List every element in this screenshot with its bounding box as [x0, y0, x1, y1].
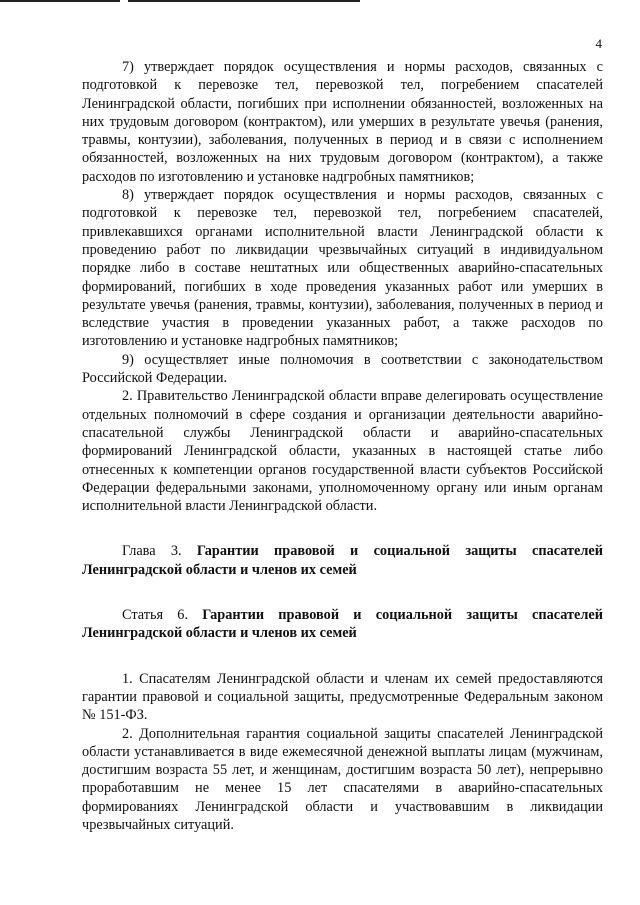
document-body	[82, 58, 603, 834]
spacer	[82, 579, 603, 606]
chapter-title: Гарантии правовой и социальной защиты спасателей Ленинградской области и членов их семей	[82, 543, 604, 578]
article-paragraph-2: 2. Дополнительная гарантия социальной защиты спасателей Ленинградской области устанавливается в виде ежемесячной денежной выплаты лицам (мужчинам, достигшим возраста 55 лет, и женщинам, достигшим возраста 50 лет), непрерывно проработавшим не менее 15 лет спасателями в аварийно-спасательных формированиях Ленинградской области и участвовавшим в ликвидации чрезвычайных ситуаций.	[82, 725, 603, 833]
chapter-heading	[82, 542, 603, 579]
paragraph-item-9: 9) осуществляет иные полномочия в соответствии с законодательством Российской Федерации.	[82, 351, 603, 387]
article-title: Гарантии правовой и социальной защиты спасателей Ленинградской области и членов их семей	[82, 607, 603, 642]
top-scan-line	[0, 0, 120, 2]
page-number: 4	[595, 36, 602, 51]
article-paragraph-1: 1. Спасателям Ленинградской области и членам их семей предоставляются гарантии правовой и социальной защиты, предусмотренные Федеральным законом № 151-ФЗ.	[82, 670, 603, 724]
spacer	[82, 515, 603, 542]
paragraph-item-8: 8) утверждает порядок осуществления и нормы расходов, связанных с подготовкой к перевозке тел, перевозкой тел, погребением спасателей, привлекавшихся органами исполнительной власти Ленинградской области к проведению работ по ликвидации чрезвычайных ситуаций в индивидуальном порядке либо в составе нештатных или общественных аварийно-спасательных формирований, погибших в ходе проведения указанных работ или умерших в результате увечья (ранения, травмы, контузии), заболевания, полученных в период и вследствие участия в проведении указанных работ, а также расходов по изготовлению и установке надгробных памятников;	[82, 187, 603, 350]
top-scan-line	[128, 0, 360, 2]
chapter-prefix: Глава 3.	[122, 543, 182, 560]
article-prefix: Статья 6.	[122, 607, 189, 624]
paragraph-section-2: 2. Правительство Ленинградской области вправе делегировать осуществление отдельных полномочий в сфере создания и организации деятельности аварийно-спасательной службы Ленинградской области и аварийно-спасательных формирований Ленинградской области, указанных в настоящей статье либо отнесенных к компетенции органов государственной власти субъектов Российской Федерации федеральными законами, уполномоченному органу или иным органам исполнительной власти Ленинградской области.	[82, 388, 603, 515]
spacer	[82, 643, 603, 670]
paragraph-item-7: 7) утверждает порядок осуществления и нормы расходов, связанных с подготовкой к перевозке тел, перевозкой тел, погребением спасателей Ленинградской области, погибших при исполнении обязанностей, возложенных на них трудовым договором (контрактом), или умерших в результате увечья (ранения, травмы, контузии), заболевания, полученных в период и в связи с исполнением обязанностей, возложенных на них трудовым договором (контрактом), а также расходов по изготовлению и установке надгробных памятников;	[82, 59, 603, 185]
article-heading	[82, 606, 603, 643]
